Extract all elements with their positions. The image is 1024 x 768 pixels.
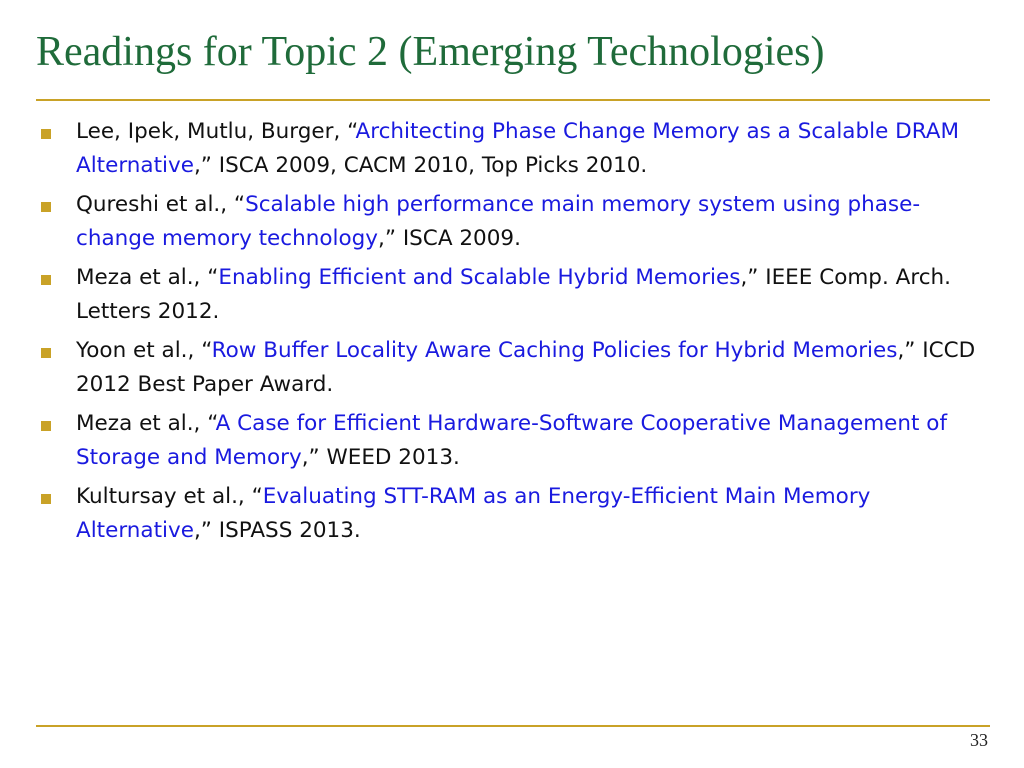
reading-authors: Yoon et al., “: [76, 338, 212, 363]
reading-venue: ,” ISCA 2009.: [378, 226, 521, 251]
square-bullet-icon: [41, 202, 51, 212]
reading-authors: Kultursay et al., “: [76, 484, 263, 509]
square-bullet-icon: [41, 275, 51, 285]
square-bullet-icon: [41, 348, 51, 358]
reading-link[interactable]: Enabling Efficient and Scalable Hybrid Memories: [218, 265, 741, 290]
reading-item: [36, 261, 976, 329]
reading-authors: Lee, Ipek, Mutlu, Burger, “: [76, 119, 356, 144]
reading-item: [36, 480, 976, 548]
slide-title: Readings for Topic 2 (Emerging Technologies): [36, 29, 825, 75]
reading-venue: ,” WEED 2013.: [301, 445, 460, 470]
reading-venue: ,” ISPASS 2013.: [193, 518, 361, 543]
readings-list: [36, 115, 976, 553]
reading-item: [36, 407, 976, 475]
square-bullet-icon: [41, 494, 51, 504]
reading-link[interactable]: A Case for Efficient Hardware-Software Cooperative Management of Storage and Memory: [76, 411, 948, 470]
page-number: 33: [970, 730, 988, 750]
title-divider: [36, 99, 990, 101]
reading-link[interactable]: Scalable high performance main memory system using phase-change memory technology: [76, 192, 921, 251]
footer-divider: [36, 725, 990, 727]
square-bullet-icon: [41, 129, 51, 139]
reading-authors: Meza et al., “: [76, 411, 216, 436]
reading-link[interactable]: Architecting Phase Change Memory as a Scalable DRAM Alternative: [76, 119, 960, 178]
reading-venue: ,” IEEE Comp. Arch. Letters 2012.: [76, 265, 951, 324]
reading-item: [36, 188, 976, 256]
reading-venue: ,” ICCD 2012 Best Paper Award.: [76, 338, 976, 397]
reading-link[interactable]: Row Buffer Locality Aware Caching Policies for Hybrid Memories: [211, 338, 898, 363]
reading-item: [36, 334, 976, 402]
reading-link[interactable]: Evaluating STT-RAM as an Energy-Efficient Main Memory Alternative: [76, 484, 871, 543]
square-bullet-icon: [41, 421, 51, 431]
reading-authors: Qureshi et al., “: [76, 192, 246, 217]
reading-venue: ,” ISCA 2009, CACM 2010, Top Picks 2010.: [193, 153, 648, 178]
reading-item: [36, 115, 976, 183]
reading-authors: Meza et al., “: [76, 265, 219, 290]
